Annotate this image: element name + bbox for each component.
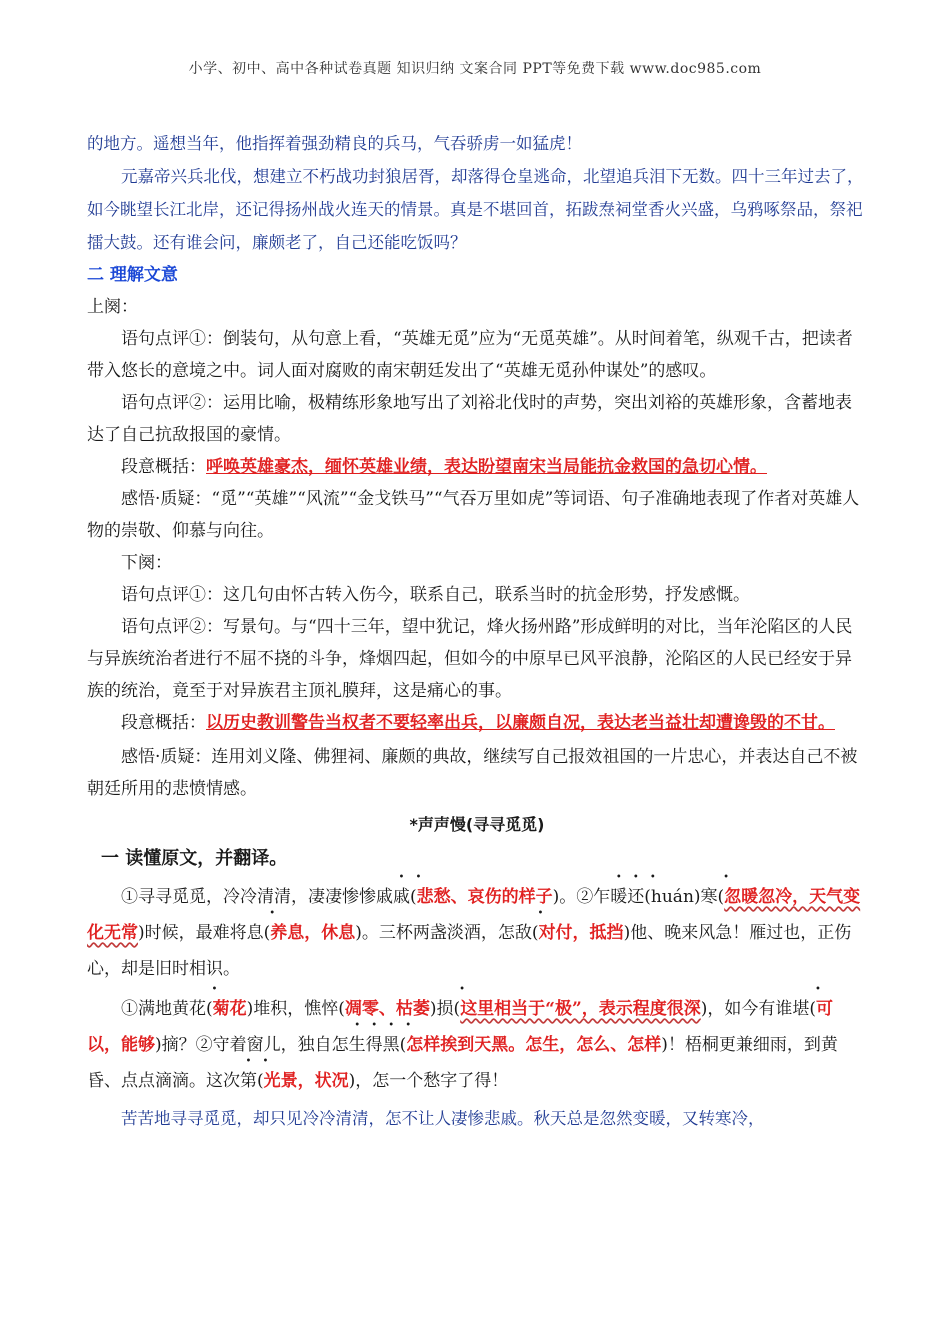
lower-comment-1: 语句点评①：这几句由怀古转入伤今，联系自己，联系当时的抗金形势，抒发感慨。 — [121, 585, 750, 605]
gloss: 忽暖忽冷，天气变化无常 — [87, 887, 861, 943]
poem-text: )！梧桐更兼细雨，到黄昏、点点滴滴。这 — [87, 1035, 838, 1091]
poem-text: )，怎一个愁字了得！ — [348, 1071, 509, 1091]
gloss: 养息，休息 — [270, 923, 356, 943]
poem-text: ) — [429, 999, 437, 1019]
annotated-char: 堪 — [792, 999, 810, 1019]
annotated-char: 乍 — [593, 887, 611, 907]
upper-comment-1: 语句点评①：倒装句，从句意上看，“英雄无觅”应为“无觅英雄”。从时间着笔，纵观千古，把读者带入悠长的意境之中。词人面对腐败的南宋朝廷发出了“英雄无觅孙仲谋处”的感叹。 — [87, 329, 853, 381]
poem-title: *声声慢(寻寻觅觅) — [409, 815, 545, 834]
poem-text: ( — [206, 999, 213, 1019]
poem-paragraph-2 — [87, 991, 867, 1099]
poem-text: )堆积，憔悴( — [246, 999, 345, 1019]
summary-label: 段意概括： — [121, 457, 206, 477]
annotated-char: 敌 — [514, 923, 532, 943]
lower-stanza-label: 下阕： — [121, 553, 172, 573]
poem-section-heading: 一 读懂原文，并翻译。 — [101, 848, 288, 869]
poem-text: ①寻寻觅觅，冷冷清清，凄凄惨惨 — [121, 887, 376, 907]
poem-text: )。三杯两盏淡酒，怎 — [355, 923, 515, 943]
annotated-char: 暖 — [610, 887, 628, 907]
upper-summary — [87, 451, 867, 483]
summary-label: 段意概括： — [121, 713, 206, 733]
poem-text: ( — [410, 887, 417, 907]
gloss: 悲愁、哀伤的样子 — [416, 887, 553, 907]
annotated-char: 戚 — [393, 887, 410, 907]
annotated-char: 得 — [365, 1035, 383, 1055]
gloss: 这里相当于“极”，表示程度很深 — [460, 999, 701, 1019]
poem-text: )，如今有谁 — [700, 999, 793, 1019]
translation-line-1: 的地方。遥想当年，他指挥着强劲精良的兵马，气吞骄虏一如猛虎！ — [87, 134, 582, 153]
poem-text: ( — [399, 1035, 407, 1055]
annotated-char: 还 — [627, 887, 645, 907]
gloss: 光景，状况 — [263, 1071, 349, 1091]
poem-text: )摘？②守着窗儿，独自 — [155, 1035, 332, 1055]
annotated-char: 次 — [223, 1071, 240, 1091]
annotated-char: 损 — [436, 999, 454, 1019]
upper-comment-2: 语句点评②：运用比喻，极精练形象地写出了刘裕北伐时的声势，突出刘裕的英雄形象，含蓄地表达了自己抗敌报国的豪情。 — [87, 393, 852, 445]
section-heading-understanding: 二 理解文意 — [87, 265, 178, 285]
annotated-char: 花 — [189, 999, 206, 1019]
poem-text: ①满地黄 — [121, 999, 189, 1019]
poem-text: ( — [453, 999, 461, 1019]
gloss: 对付，抵挡 — [538, 923, 624, 943]
poem-text: )时候，最难将 — [138, 923, 247, 943]
annotated-char: 黑 — [382, 1035, 400, 1055]
lower-reflection: 感悟·质疑：连用刘义隆、佛狸祠、廉颇的典故，继续写自己报效祖国的一片忠心，并表达自己不被朝廷所用的悲愤情感。 — [87, 747, 858, 799]
page-header: 小学、初中、高中各种试卷真题 知识归纳 文案合同 PPT等免费下载 www.doc985.com — [188, 61, 762, 77]
poem-translation: 苦苦地寻寻觅觅，却只见冷冷清清，怎不让人凄惨悲戚。秋天总是忽然变暖，又转寒冷， — [121, 1109, 765, 1128]
pinyin: (huán) — [644, 887, 701, 907]
poem-text: )他、晚来风急！雁过也，正伤心，却是旧时相识。 — [87, 923, 852, 979]
upper-stanza-label: 上阕： — [87, 297, 138, 317]
gloss: 可以，能够 — [87, 999, 834, 1055]
summary-highlight: 以历史教训警告当权者不要轻率出兵，以廉颇自况，表达老当益壮却遭谗毁的不甘。 — [206, 713, 835, 733]
annotated-char: 寒 — [700, 887, 718, 907]
annotated-char: 第 — [240, 1071, 257, 1091]
poem-text: ( — [531, 923, 539, 943]
poem-text: ( — [263, 923, 271, 943]
poem-text: ( — [809, 999, 817, 1019]
gloss: 菊花 — [212, 999, 247, 1019]
poem-paragraph-1 — [87, 879, 867, 987]
gloss: 怎样挨到天黑。怎生，怎么、怎样 — [406, 1035, 662, 1055]
poem-text: )。② — [552, 887, 594, 907]
poem-text: ( — [717, 887, 725, 907]
annotated-char: 怎 — [331, 1035, 349, 1055]
poem-text: ( — [257, 1071, 264, 1091]
annotated-char: 戚 — [376, 887, 393, 907]
annotated-char: 生 — [348, 1035, 366, 1055]
lower-comment-2: 语句点评②：写景句。与“四十三年，望中犹记，烽火扬州路”形成鲜明的对比，当年沦陷区的人民与异族统治者进行不屈不挠的斗争，烽烟四起，但如今的中原早已风平浪静，沦陷区的人民已经安于异族的统治，竟至于对异族君主顶礼膜拜，这是痛心的事。 — [87, 617, 853, 701]
lower-summary — [87, 707, 867, 739]
document-body — [87, 128, 867, 1135]
upper-reflection: 感悟·质疑：“觅”“英雄”“风流”“金戈铁马”“气吞万里如虎”等词语、句子准确地表现了作者对英雄人物的崇敬、仰慕与向往。 — [87, 489, 860, 541]
annotated-char: 息 — [246, 923, 264, 943]
gloss: 凋零、枯萎 — [344, 999, 430, 1019]
translation-paragraph: 元嘉帝兴兵北伐，想建立不朽战功封狼居胥，却落得仓皇逃命，北望追兵泪下无数。四十三年过去了，如今眺望长江北岸，还记得扬州战火连天的情景。真是不堪回首，拓跋焘祠堂香火兴盛，乌鸦啄祭品，祭祀擂大鼓。还有谁会问，廉颇老了，自己还能吃饭吗？ — [87, 167, 864, 252]
summary-highlight: 呼唤英雄豪杰，缅怀英雄业绩，表达盼望南宋当局能抗金救国的急切心情。 — [206, 457, 767, 477]
